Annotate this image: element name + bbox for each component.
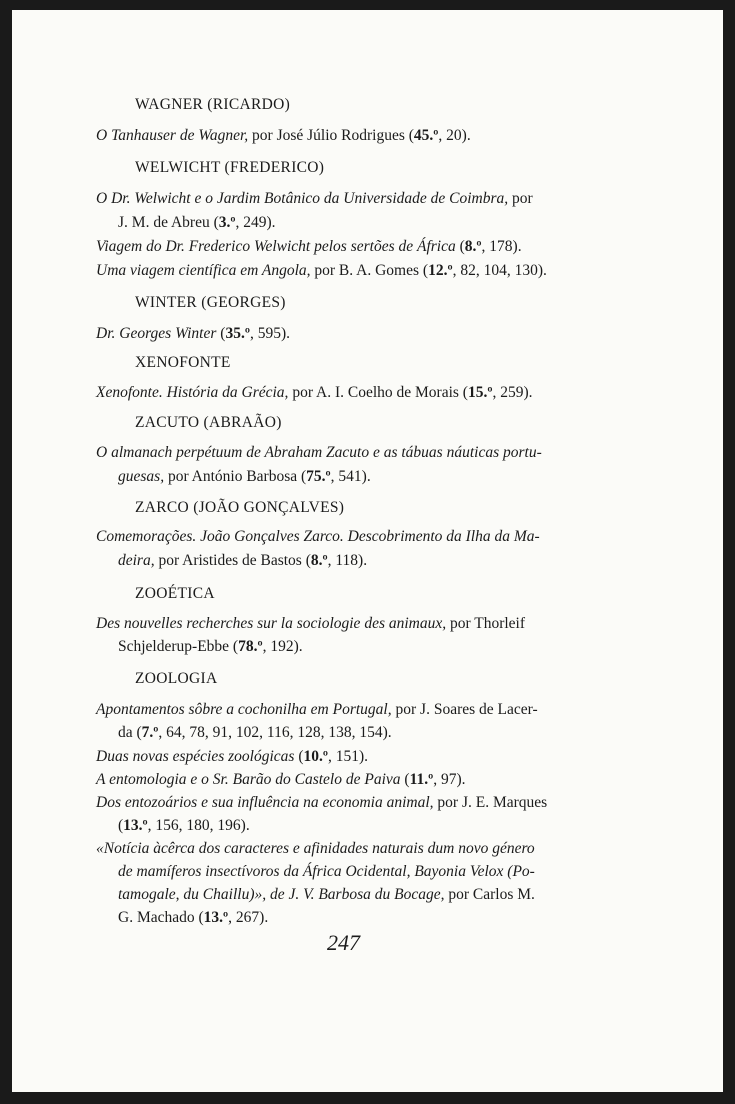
entry-line: A entomologia e o Sr. Barão do Castelo de Paiva (11.º, 97). xyxy=(96,771,466,788)
entry-line: deira, por Aristides de Bastos (8.º, 118). xyxy=(118,552,368,569)
volume-number: 13.º xyxy=(203,909,229,926)
volume-number: 8.º xyxy=(464,238,482,255)
document-page xyxy=(12,10,723,1092)
section-heading: ZOOLOGIA xyxy=(135,670,218,687)
entry-line: G. Machado (13.º, 267). xyxy=(118,909,269,926)
section-heading: ZARCO (JOÃO GONÇALVES) xyxy=(135,499,345,516)
entry-line: Duas novas espécies zoológicas (10.º, 151). xyxy=(96,748,369,765)
volume-number: 8.º xyxy=(310,552,328,569)
entry-title: A entomologia e o Sr. Barão do Castelo de Paiva xyxy=(96,771,401,788)
volume-number: 12.º xyxy=(428,262,453,279)
entry-line xyxy=(118,863,535,881)
entry-title: Viagem do Dr. Frederico Welwicht pelos sertões de África xyxy=(96,238,456,255)
entry-title: O Tanhauser de Wagner, xyxy=(96,127,249,144)
entry-title: Duas novas espécies zoológicas xyxy=(96,748,295,765)
entry-line xyxy=(96,840,535,858)
volume-number: 45.º xyxy=(413,127,439,144)
volume-number: 13.º xyxy=(123,817,148,834)
entry-line: Schjelderup-Ebbe (78.º, 192). xyxy=(118,638,303,655)
entry-line: Dr. Georges Winter (35.º, 595). xyxy=(96,325,290,342)
entry-title: O almanach perpétuum de Abraham Zacuto e as tábuas náuticas portu- xyxy=(96,444,542,461)
section-heading: ZOOÉTICA xyxy=(135,585,215,602)
entry-title: tamogale, du Chaillu)», de J. V. Barbosa du Bocage, xyxy=(118,886,445,903)
entry-title: de mamíferos insectívoros da África Ocidental, Bayonia Velox (Po- xyxy=(118,863,535,880)
entry-title: Apontamentos sôbre a cochonilha em Portugal, xyxy=(96,701,392,718)
entry-line: (13.º, 156, 180, 196). xyxy=(118,817,250,834)
section-heading: WAGNER (RICARDO) xyxy=(135,96,291,113)
volume-number: 11.º xyxy=(409,771,434,788)
volume-number: 10.º xyxy=(303,748,329,765)
entry-line xyxy=(96,528,540,546)
entry-title: «Notícia àcêrca dos caracteres e afinidades naturais dum novo género xyxy=(96,840,535,857)
entry-title: guesas, xyxy=(118,468,165,485)
entry-line: Apontamentos sôbre a cochonilha em Portugal, por J. Soares de Lacer- xyxy=(96,701,538,718)
entry-line: Dos entozoários e sua influência na economia animal, por J. E. Marques xyxy=(96,794,548,811)
volume-number: 7.º xyxy=(141,724,159,741)
section-heading: ZACUTO (ABRAÃO) xyxy=(135,414,282,431)
entry-title: Dos entozoários e sua influência na economia animal, xyxy=(96,794,434,811)
entry-line: J. M. de Abreu (3.º, 249). xyxy=(118,214,276,231)
entry-title: Dr. Georges Winter xyxy=(96,325,217,342)
entry-title: Uma viagem científica em Angola, xyxy=(96,262,311,279)
entry-title: Comemorações. João Gonçalves Zarco. Descobrimento da Ilha da Ma- xyxy=(96,528,540,545)
page-number: 247 xyxy=(327,930,360,955)
entry-line: O Dr. Welwicht e o Jardim Botânico da Universidade de Coimbra, por xyxy=(96,190,533,207)
entry-line: Des nouvelles recherches sur la sociologie des animaux, por Thorleif xyxy=(96,615,526,632)
entry-line xyxy=(96,444,542,462)
section-heading: XENOFONTE xyxy=(135,354,231,371)
entry-line: tamogale, du Chaillu)», de J. V. Barbosa du Bocage, por Carlos M. xyxy=(118,886,535,903)
entry-line: Uma viagem científica em Angola, por B. A. Gomes (12.º, 82, 104, 130). xyxy=(96,262,547,279)
entry-line: O Tanhauser de Wagner, por José Júlio Rodrigues (45.º, 20). xyxy=(96,127,471,144)
entry-line: da (7.º, 64, 78, 91, 102, 116, 128, 138, 154). xyxy=(118,724,392,741)
volume-number: 3.º xyxy=(218,214,236,231)
section-heading: WELWICHT (FREDERICO) xyxy=(135,159,325,176)
entry-line: Xenofonte. História da Grécia, por A. I. Coelho de Morais (15.º, 259). xyxy=(96,384,533,401)
entry-title: deira, xyxy=(118,552,155,569)
volume-number: 78.º xyxy=(238,638,263,655)
section-heading: WINTER (GEORGES) xyxy=(135,294,286,311)
entry-title: Xenofonte. História da Grécia, xyxy=(96,384,289,401)
volume-number: 15.º xyxy=(467,384,493,401)
entry-line: guesas, por António Barbosa (75.º, 541). xyxy=(118,468,371,485)
volume-number: 75.º xyxy=(306,468,331,485)
entry-title: O Dr. Welwicht e o Jardim Botânico da Universidade de Coimbra, xyxy=(96,190,509,207)
entry-title: Des nouvelles recherches sur la sociologie des animaux, xyxy=(96,615,447,632)
volume-number: 35.º xyxy=(225,325,250,342)
entry-line: Viagem do Dr. Frederico Welwicht pelos sertões de África (8.º, 178). xyxy=(96,238,522,255)
